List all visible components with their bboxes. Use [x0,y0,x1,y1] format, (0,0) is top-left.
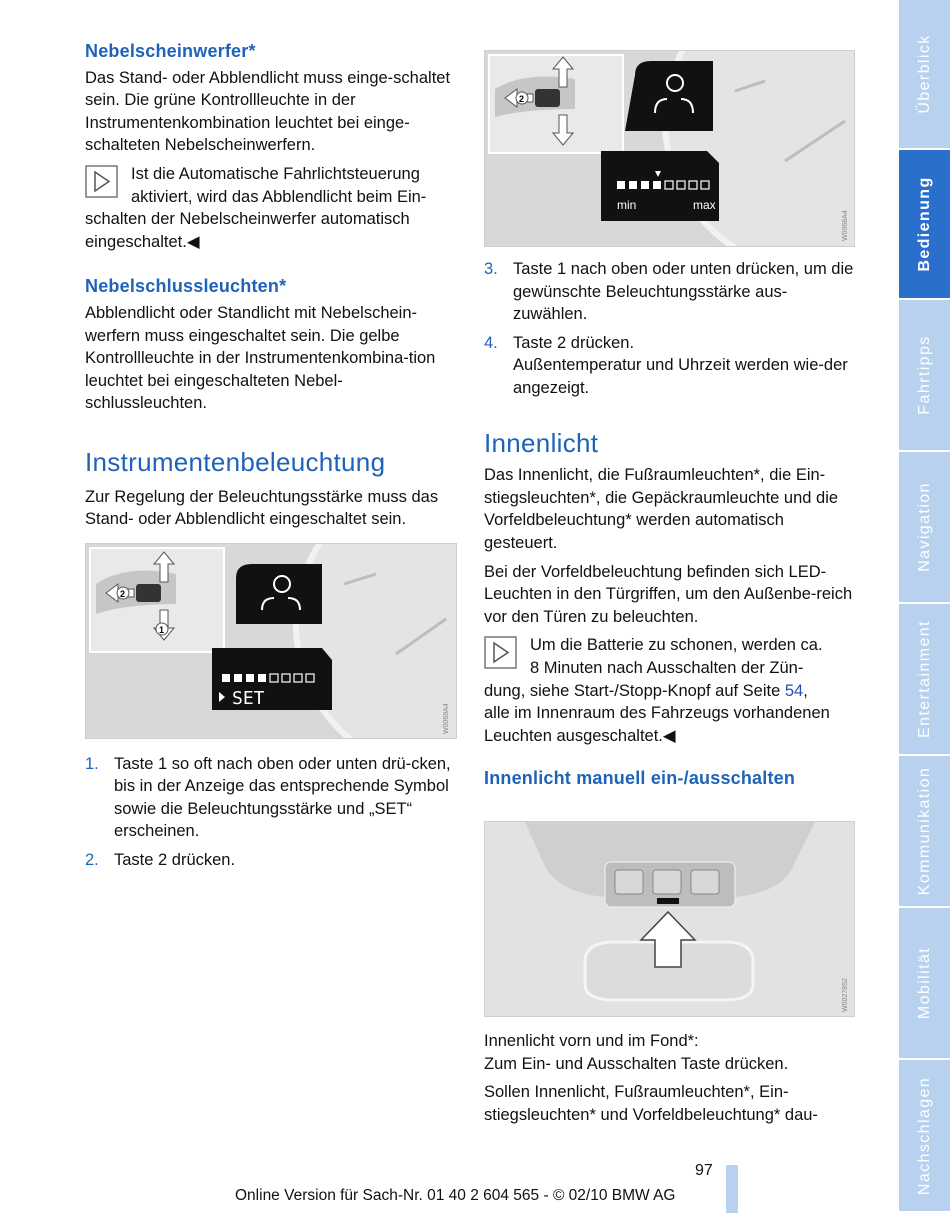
paragraph-instrument-lighting: Zur Regelung der Beleuchtungsstärke muss das Stand- oder Abblendlicht eingeschaltet sein. [85,487,439,529]
note-arrow-icon [85,165,118,198]
paragraph-last: Sollen Innenlicht, Fußraumleuchten*, Ein-stiegsleuchten* und Vorfeldbeleuchtung* dau- [484,1083,818,1124]
heading-manual-interior: Innenlicht manuell ein-/ausschalten [484,768,796,789]
note-fog-line-2: aktiviert, wird das Abblendlicht beim Ein- [131,187,427,206]
paragraph-rear-fog: Abblendlicht oder Standlicht mit Nebelschein-werfern muss eingeschaltet sein. Die gelbe Kontrollleuchte in der Instrumentenkombina-tion leuchtet bei eingeschalteten Nebel-schlussleuchten. [85,303,436,413]
display-max-label: max [693,198,716,212]
label-button-2-top: 2 [519,94,525,104]
tab-ueberblick[interactable]: Überblick [899,0,950,150]
label-button-2: 2 [120,588,126,599]
note-battery [484,634,854,747]
right-column [484,258,854,794]
display-set-label: SET [232,687,265,709]
note-fog-line-1: Ist die Automatische Fahrlichtsteuerung [131,164,420,183]
paragraph-front-rear-1: Innenlicht vorn und im Fond*: [484,1032,699,1050]
paragraph-fog-lights: Das Stand- oder Abblendlicht muss einge-schaltet sein. Die grüne Kontrollleuchte in der Instrumentenkombination leuchtet bei einge-schalteten Nebelscheinwerfern. [85,68,451,155]
paragraph-front-rear-2: Zum Ein- und Ausschalten Taste drücken. [484,1054,789,1073]
note-fog-lights [85,163,457,253]
page-number-bar [726,1165,738,1213]
page-link-54[interactable]: 54 [784,681,804,700]
list-item-step-2: 2. Taste 2 drücken. [85,851,236,870]
steps-list-right [484,258,854,400]
figure-brightness-range [484,50,855,247]
display-min-label: min [617,198,637,212]
note-fog-line-4: eingeschaltet.◀ [85,232,200,251]
note-fog-line-3: schalten der Nebelscheinwerfer automatisch [85,210,410,229]
left-column [85,40,457,878]
heading-interior-light: Innenlicht [484,427,599,458]
paragraph-interior-light: Das Innenlicht, die Fußraumleuchten*, die Ein-stiegsleuchten*, die Gepäckraumleuchte und die Vorfeldbeleuchtung* werden automatisch gesteuert. [484,466,839,552]
list-item-step-1: 1. Taste 1 so oft nach oben oder unten drü-cken, bis in der Anzeige das entsprechende Symbol sowie die Beleuchtungsstärke und „SET“ erscheinen. [85,754,451,841]
note-battery-line-5: Leuchten ausgeschaltet.◀ [484,726,676,745]
heading-fog-lights: Nebelscheinwerfer* [85,41,256,61]
list-item-step-4: 4. Taste 2 drücken. Außentemperatur und Uhrzeit werden wie-der angezeigt. [484,333,848,397]
right-column-bottom [484,1030,854,1132]
heading-instrument-lighting: Instrumentenbeleuchtung [85,446,386,477]
page-number: 97 [695,1162,713,1179]
chapter-tabs [899,0,950,1213]
note-battery-line-4: alle im Innenraum des Fahrzeugs vorhandenen [484,704,830,723]
figure-code-top: W0068A4 [842,210,849,241]
note-battery-line-2: 8 Minuten nach Ausschalten der Zün- [530,658,804,677]
figure-code-left: W0068A4 [443,702,450,734]
figure-code-mid: W0027852 [842,978,849,1012]
tab-kommunikation[interactable]: Kommunikation [899,756,950,908]
note-battery-line-1: Um die Batterie zu schonen, werden ca. [530,636,823,655]
steps-list-left [85,753,457,872]
label-button-1: 1 [159,624,165,635]
tab-bedienung[interactable]: Bedienung [899,150,950,300]
tab-mobilitaet[interactable]: Mobilität [899,908,950,1060]
tab-fahrtipps[interactable]: Fahrtipps [899,300,950,452]
heading-rear-fog: Nebelschlussleuchten* [85,276,287,297]
footer-text: Online Version für Sach-Nr. 01 40 2 604 565 - © 02/10 BMW AG [235,1187,676,1204]
tab-navigation[interactable]: Navigation [899,452,950,604]
figure-interior-light-button [484,821,855,1017]
figure-instrument-set [85,543,457,739]
tab-nachschlagen[interactable]: Nachschlagen [899,1060,950,1213]
tab-entertainment[interactable]: Entertainment [899,604,950,756]
list-item-step-3: 3. Taste 1 nach oben oder unten drücken, um die gewünschte Beleuchtungsstärke aus-zuwählen. [484,260,854,324]
note-battery-line-3: dung, siehe Start-/Stopp-Knopf auf Seite 54, [484,681,808,700]
note-arrow-icon [484,636,517,669]
paragraph-puddle-lights: Bei der Vorfeldbeleuchtung befinden sich LED-Leuchten in den Türgriffen, um den Außenbe-reich vor den Türen zu beleuchten. [484,562,853,626]
